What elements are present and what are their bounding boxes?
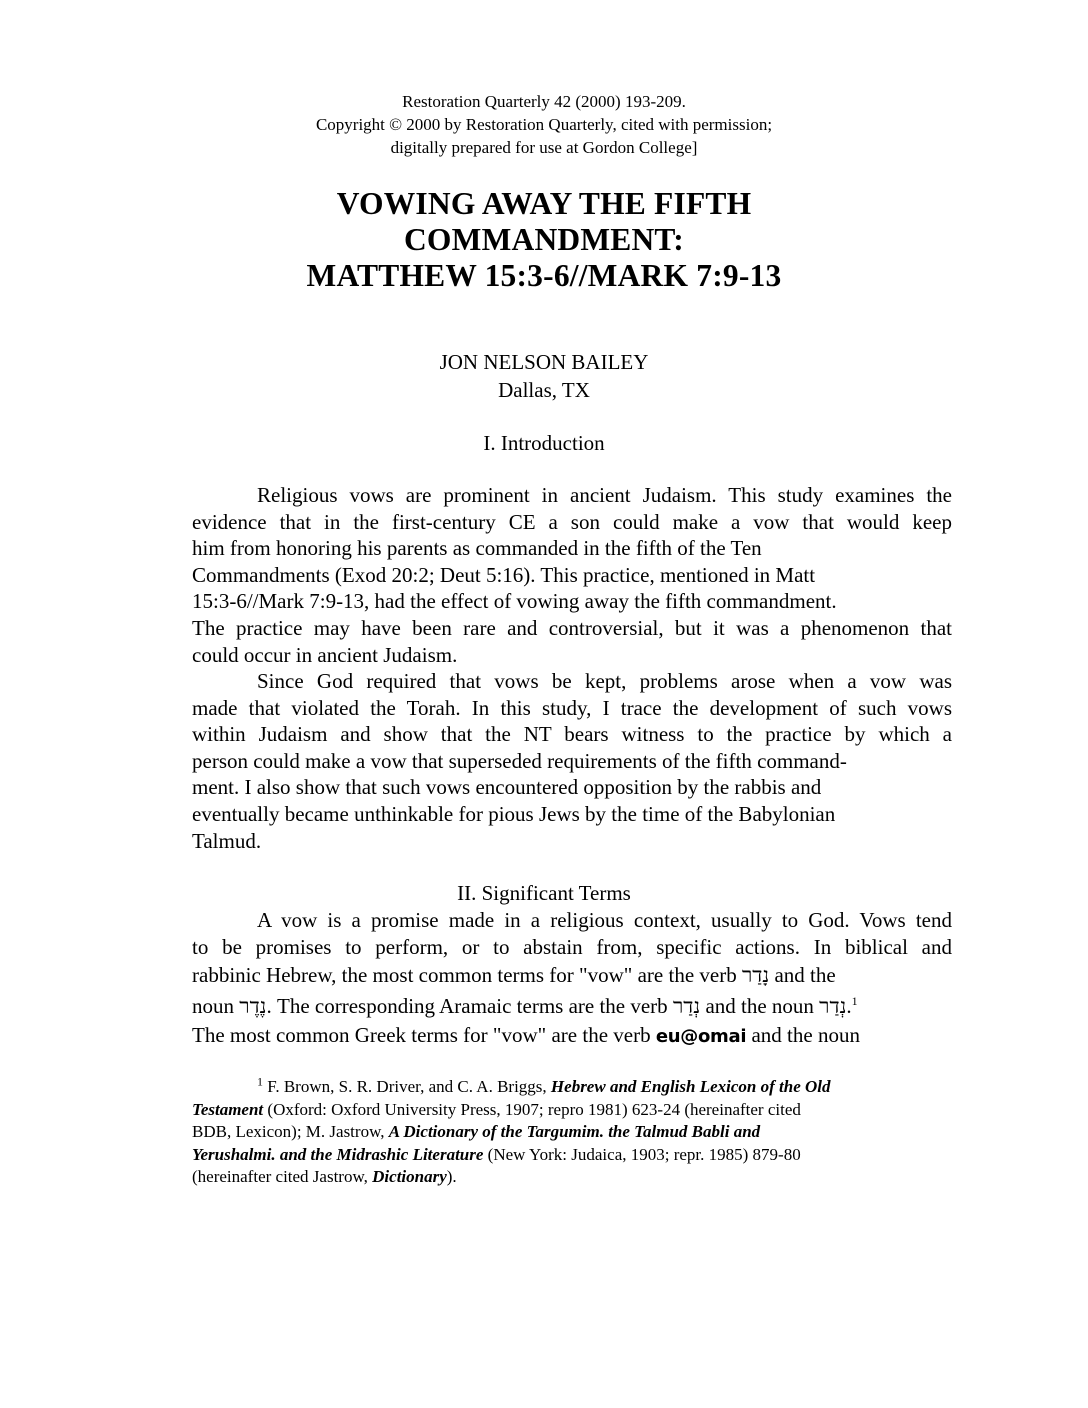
section-heading-significant-terms: II. Significant Terms [457,881,631,905]
article-title [0,186,1088,294]
text-run: (Oxford: Oxford University Press, 1907; repro 1981) 623-24 (hereinafter cited [267,1099,801,1119]
footnote-line [192,1099,932,1122]
text-line: within Judaism and show that the NT bears witness to the practice by which a [192,722,952,747]
citation-header [0,90,1088,159]
text-run: and the [774,963,836,988]
aramaic-verb: נְדַר [672,994,701,1019]
text-line: made that violated the Torah. In this study, I trace the development of such vows [192,695,952,720]
footnote-line [192,1144,932,1167]
text-line [192,960,952,991]
text-line: Since God required that vows be kept, problems arose when a vow was [257,669,952,693]
text-line: Commandments (Exod 20:2; Deut 5:16). This practice, mentioned in Matt [192,562,816,587]
text-line: person could make a vow that superseded requirements of the fifth command- [192,748,847,773]
text-line: 15:3-6//Mark 7:9-13, had the effect of vowing away the fifth commandment. [192,589,837,614]
text-run: BDB, Lexicon); M. Jastrow, [192,1122,385,1141]
footnote-number: 1 [257,1074,263,1089]
text-run: F. Brown, S. R. Driver, and C. A. Briggs, [267,1077,547,1096]
header-line-2: Copyright © 2000 by Restoration Quarterly, cited with permission; [315,115,773,134]
terms-paragraph [192,907,952,1049]
text-run: ). [446,1167,457,1186]
hebrew-noun: נֶדֶר [239,994,267,1019]
author-name: JON NELSON BAILEY [439,350,649,374]
text-line: to be promises to perform, or to abstain from, specific actions. In biblical and [192,934,952,959]
text-line: Talmud. [192,828,262,853]
text-run: (New York: Judaica, 1903; repr. 1985) 879-80 [487,1144,801,1164]
footnote-line [192,1121,932,1144]
text-run: Testament [192,1099,264,1119]
text-run: and the noun [751,1023,860,1048]
text-line [192,1022,952,1049]
section-heading-introduction: I. Introduction [483,431,605,455]
greek-verb: eu@omai [655,1026,747,1048]
footnote-marker: 1 [851,994,858,1009]
title-line-3: MATTHEW 15:3-6//MARK 7:9-13 [306,258,782,293]
text-run: (hereinafter cited Jastrow, [192,1167,368,1186]
text-line [192,991,952,1022]
hebrew-verb: נָדַר [741,963,770,988]
footnote-line [192,1166,932,1189]
text-run: and the noun [705,994,814,1019]
intro-paragraph-2 [192,668,952,854]
header-line-3: digitally prepared for use at Gordon College] [390,138,698,157]
header-line-1: Restoration Quarterly 42 (2000) 193-209. [402,92,686,111]
text-line: The practice may have been rare and controversial, but it was a phenomenon that [192,615,952,640]
text-run: rabbinic Hebrew, the most common terms for "vow" are the verb [192,963,737,988]
footnote [192,1076,932,1189]
text-line: Religious vows are prominent in ancient Judaism. This study examines the [257,483,952,507]
intro-paragraph-1 [192,482,952,668]
text-run: A Dictionary of the Targumim. the Talmud Babli and [388,1122,761,1141]
footnote-line [192,1076,932,1099]
text-run: . [846,994,852,1019]
text-line: ment. I also show that such vows encountered opposition by the rabbis and [192,775,822,800]
text-run: Dictionary [372,1167,447,1186]
text-line: A vow is a promise made in a religious context, usually to God. Vows tend [257,908,952,932]
title-line-1: VOWING AWAY THE FIFTH [336,186,752,221]
text-run: Yerushalmi. and the Midrashic Literature [192,1144,484,1164]
text-line: eventually became unthinkable for pious Jews by the time of the Babylonian [192,801,836,826]
aramaic-noun: נְדַר [819,994,847,1019]
text-line: evidence that in the first-century CE a son could make a vow that would keep [192,509,952,534]
text-run: noun [192,994,234,1019]
text-run: Hebrew and English Lexicon of the Old [550,1077,831,1096]
text-run: . The corresponding Aramaic terms are the verb [266,994,668,1019]
title-line-2: COMMANDMENT: [403,222,684,257]
text-line: could occur in ancient Judaism. [192,642,458,667]
text-line: him from honoring his parents as commanded in the fifth of the Ten [192,536,762,561]
author-location: Dallas, TX [498,378,590,402]
text-run: The most common Greek terms for "vow" are the verb [192,1023,651,1048]
